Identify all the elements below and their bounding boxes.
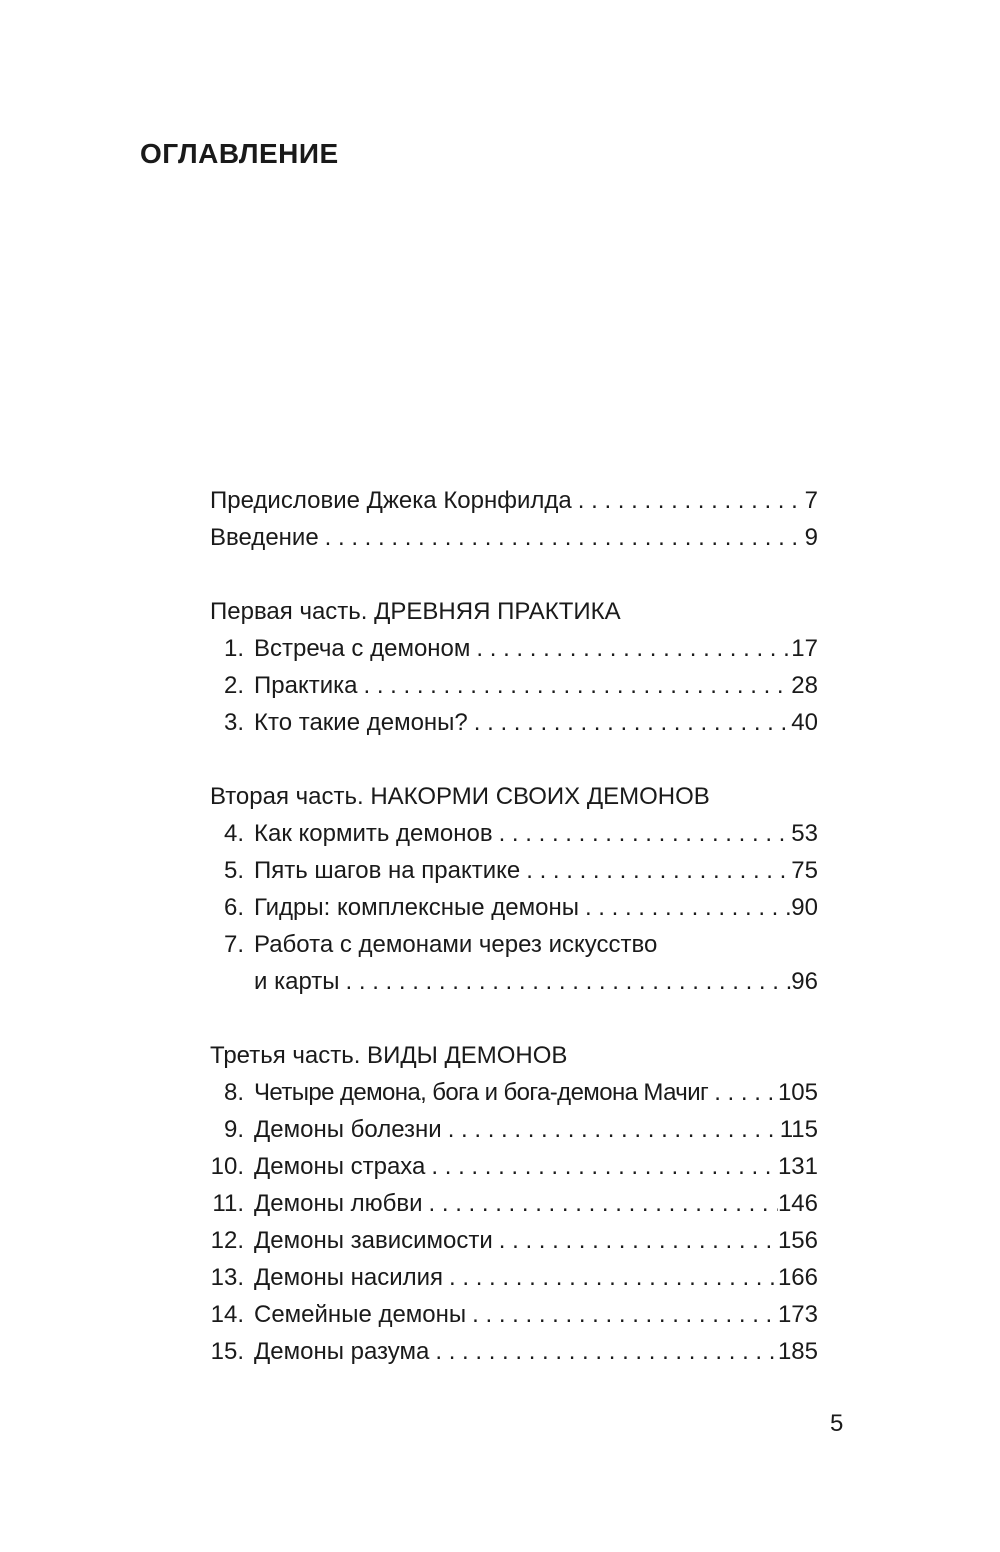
spacer <box>210 556 818 593</box>
toc-entry-page: 17 <box>791 635 818 662</box>
toc-entry-title: Работа с демонами через искусство <box>254 931 658 958</box>
toc-entry-page: 146 <box>777 1190 818 1217</box>
toc-entry-page: 105 <box>777 1079 818 1106</box>
table-of-contents <box>210 482 818 1370</box>
toc-entry-page: 96 <box>791 968 818 995</box>
dot-leader <box>443 1259 778 1296</box>
chapter-number: 6. <box>223 894 244 921</box>
page-number: 5 <box>830 1410 844 1437</box>
chapter-number: 11. <box>212 1190 244 1217</box>
toc-entry-title: Встреча с демоном <box>254 635 471 662</box>
toc-entry-chapter-3[interactable] <box>210 704 818 741</box>
toc-entry-introduction[interactable] <box>210 519 818 556</box>
toc-entry-chapter-9[interactable] <box>210 1111 818 1148</box>
dot-leader <box>520 852 791 889</box>
toc-entry-page: 9 <box>804 524 818 551</box>
part-heading-3[interactable]: Третья часть. ВИДЫ ДЕМОНОВ <box>210 1042 568 1069</box>
toc-entry-title: Демоны страха <box>254 1153 426 1180</box>
toc-entry-chapter-10[interactable] <box>210 1148 818 1185</box>
toc-entry-title-continuation: и карты <box>254 968 340 995</box>
toc-entry-chapter-1[interactable] <box>210 630 818 667</box>
toc-entry-chapter-11[interactable] <box>210 1185 818 1222</box>
part-heading-1[interactable]: Первая часть. ДРЕВНЯЯ ПРАКТИКА <box>210 598 621 625</box>
chapter-number: 12. <box>210 1227 244 1254</box>
toc-entry-page: 40 <box>791 709 818 736</box>
dot-leader <box>340 963 792 1000</box>
chapter-number: 1. <box>223 635 244 662</box>
toc-entry-page: 28 <box>791 672 818 699</box>
dot-leader <box>358 667 792 704</box>
toc-entry-chapter-14[interactable] <box>210 1296 818 1333</box>
toc-entry-chapter-4[interactable] <box>210 815 818 852</box>
toc-entry-title: Демоны разума <box>254 1338 430 1365</box>
chapter-number: 2. <box>223 672 244 699</box>
toc-entry-chapter-12[interactable] <box>210 1222 818 1259</box>
spacer <box>210 1000 818 1037</box>
dot-leader <box>466 1296 778 1333</box>
chapter-number: 7. <box>223 931 244 958</box>
dot-leader <box>572 482 805 519</box>
toc-entry-title: Предисловие Джека Корнфилда <box>210 487 572 514</box>
toc-entry-title: Демоны любви <box>254 1190 423 1217</box>
toc-entry-page: 173 <box>777 1301 818 1328</box>
dot-leader <box>493 1222 778 1259</box>
page-title: ОГЛАВЛЕНИЕ <box>140 138 339 169</box>
dot-leader <box>423 1185 778 1222</box>
toc-entry-chapter-7[interactable] <box>210 926 818 963</box>
part-heading-2[interactable]: Вторая часть. НАКОРМИ СВОИХ ДЕМОНОВ <box>210 783 710 810</box>
dot-leader <box>442 1111 780 1148</box>
toc-entry-page: 115 <box>779 1116 818 1143</box>
toc-entry-title: Кто такие демоны? <box>254 709 468 736</box>
chapter-number: 4. <box>223 820 244 847</box>
spacer <box>210 741 818 778</box>
toc-entry-title: Гидры: комплексные демоны <box>254 894 579 921</box>
dot-leader <box>470 630 791 667</box>
toc-entry-page: 53 <box>791 820 818 847</box>
dot-leader <box>493 815 792 852</box>
dot-leader <box>429 1333 778 1370</box>
toc-entry-chapter-6[interactable] <box>210 889 818 926</box>
chapter-number: 8. <box>223 1079 244 1106</box>
dot-leader <box>579 889 791 926</box>
dot-leader <box>319 519 805 556</box>
toc-entry-title: Демоны насилия <box>254 1264 444 1291</box>
toc-entry-chapter-15[interactable] <box>210 1333 818 1370</box>
dot-leader <box>425 1148 778 1185</box>
chapter-number: 5. <box>223 857 244 884</box>
chapter-number: 14. <box>210 1301 244 1328</box>
toc-entry-page: 166 <box>777 1264 818 1291</box>
chapter-number: 15. <box>210 1338 244 1365</box>
toc-entry-title: Семейные демоны <box>254 1301 467 1328</box>
dot-leader <box>708 1074 778 1111</box>
toc-entry-chapter-8[interactable] <box>210 1074 818 1111</box>
toc-entry-foreword[interactable] <box>210 482 818 519</box>
toc-entry-chapter-2[interactable] <box>210 667 818 704</box>
toc-entry-title: Четыре демона, бога и бога-демона Мачиг <box>254 1079 709 1106</box>
toc-entry-title: Демоны болезни <box>254 1116 442 1143</box>
chapter-number: 9. <box>223 1116 244 1143</box>
chapter-number: 10. <box>210 1153 244 1180</box>
toc-entry-title: Введение <box>210 524 319 551</box>
toc-entry-title: Как кормить демонов <box>254 820 493 847</box>
toc-entry-chapter-5[interactable] <box>210 852 818 889</box>
toc-entry-page: 156 <box>777 1227 818 1254</box>
toc-entry-page: 131 <box>777 1153 818 1180</box>
chapter-number: 3. <box>223 709 244 736</box>
chapter-number: 13. <box>210 1264 244 1291</box>
toc-entry-page: 7 <box>804 487 818 514</box>
toc-entry-title: Практика <box>254 672 358 699</box>
toc-entry-title: Демоны зависимости <box>254 1227 493 1254</box>
toc-entry-page: 90 <box>791 894 818 921</box>
toc-entry-page: 75 <box>791 857 818 884</box>
toc-entry-chapter-13[interactable] <box>210 1259 818 1296</box>
toc-entry-chapter-7-continuation[interactable] <box>210 963 818 1000</box>
dot-leader <box>468 704 792 741</box>
toc-entry-page: 185 <box>777 1338 818 1365</box>
toc-entry-title: Пять шагов на практике <box>254 857 521 884</box>
